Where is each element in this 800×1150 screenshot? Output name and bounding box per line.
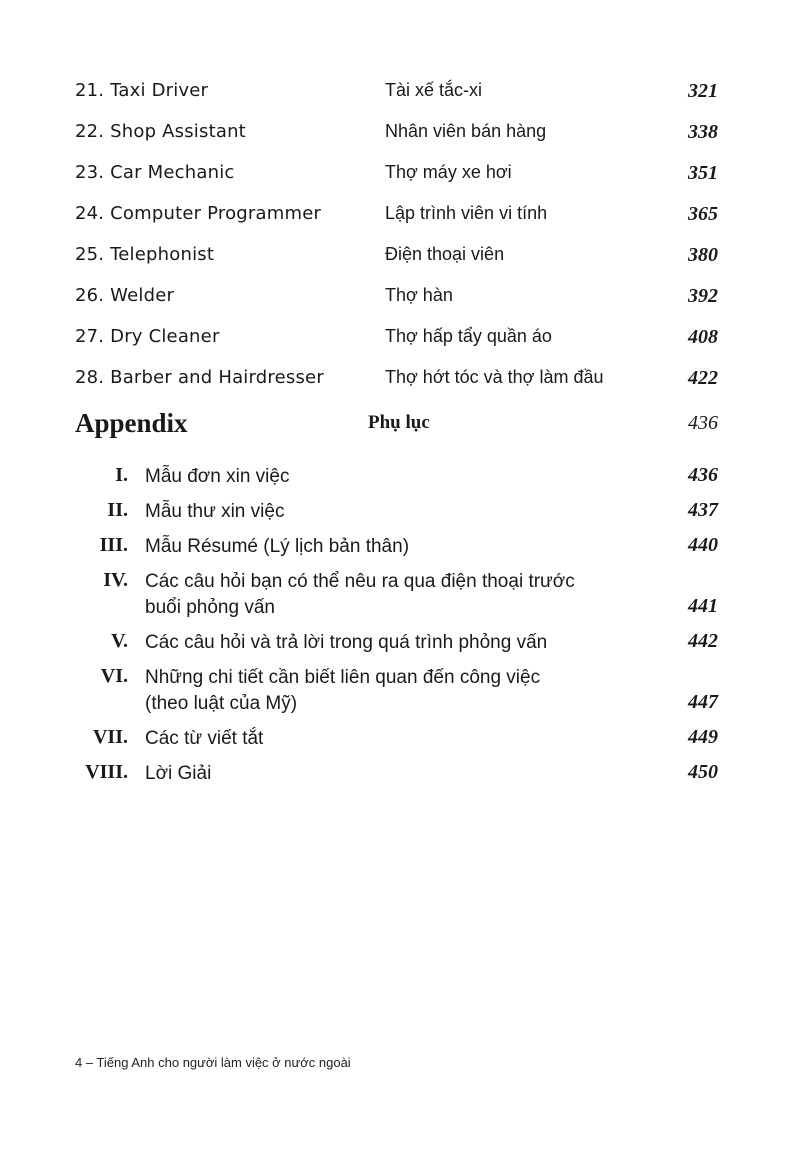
entry-title — [145, 630, 547, 656]
entry-title — [145, 665, 540, 717]
appendix-heading — [0, 408, 800, 436]
entry-title-en: 21. Taxi Driver — [75, 80, 209, 101]
entry-title-en: 25. Telephonist — [75, 244, 215, 265]
toc-entry — [0, 162, 800, 190]
entry-title-vi: Thợ máy xe hơi — [385, 162, 512, 182]
toc-entry — [0, 285, 800, 313]
entry-page: 440 — [688, 534, 718, 556]
entry-line-1: Những chi tiết cần biết liên quan đến công việc — [145, 667, 541, 688]
entry-page: 449 — [688, 726, 718, 748]
toc-entry — [0, 121, 800, 149]
entry-line-1: Các câu hỏi bạn có thể nêu ra qua điện thoại trước — [145, 571, 575, 592]
entry-title-vi: Thợ hàn — [385, 285, 453, 305]
appendix-entry — [0, 665, 800, 714]
entry-page: 422 — [688, 367, 718, 389]
appendix-entry — [0, 464, 800, 492]
entry-page: 365 — [688, 203, 718, 225]
appendix-page: 436 — [688, 412, 718, 434]
appendix-title-vi: Phụ lục — [368, 412, 430, 433]
toc-entry — [0, 244, 800, 272]
appendix-title: Appendix — [75, 408, 188, 438]
entry-numeral: VII. — [92, 726, 128, 748]
entry-page: 351 — [688, 162, 718, 184]
entry-numeral: III. — [99, 534, 128, 556]
entry-title — [145, 569, 575, 621]
appendix-entry — [0, 499, 800, 527]
entry-title-en: 22. Shop Assistant — [75, 121, 246, 142]
entry-title-en: 24. Computer Programmer — [75, 203, 322, 224]
entry-title-vi: Thợ hớt tóc và thợ làm đầu — [385, 367, 604, 387]
entry-title-vi: Tài xế tắc-xi — [385, 80, 483, 100]
entry-title-vi: Điện thoại viên — [385, 244, 505, 264]
entry-page: 436 — [688, 464, 718, 486]
entry-title — [145, 499, 284, 525]
toc-entry — [0, 80, 800, 108]
entry-title-en: 26. Welder — [75, 285, 175, 306]
entry-line-2: (theo luật của Mỹ) — [145, 693, 298, 714]
toc-entry — [0, 367, 800, 395]
entry-page: 338 — [688, 121, 718, 143]
appendix-entry — [0, 534, 800, 562]
entry-title-en: 23. Car Mechanic — [75, 162, 235, 183]
entry-page: 441 — [688, 595, 718, 617]
entry-numeral: VIII. — [85, 761, 128, 783]
entry-title — [145, 761, 211, 787]
entry-line-1: Lời Giải — [145, 763, 212, 784]
entry-title — [145, 534, 409, 560]
entry-page: 437 — [688, 499, 718, 521]
entry-page: 321 — [688, 80, 718, 102]
entry-line-1: Mẫu thư xin việc — [145, 501, 285, 522]
entry-title-vi: Lập trình viên vi tính — [385, 203, 548, 223]
entry-numeral: I. — [115, 464, 128, 486]
entry-title-en: 28. Barber and Hairdresser — [75, 367, 324, 388]
entry-numeral: IV. — [103, 569, 128, 591]
entry-title — [145, 726, 263, 752]
appendix-entry — [0, 630, 800, 658]
entry-line-2: buổi phỏng vấn — [145, 597, 275, 618]
entry-line-1: Các câu hỏi và trả lời trong quá trình phỏng vấn — [145, 632, 548, 653]
entry-numeral: VI. — [100, 665, 128, 687]
entry-title-en: 27. Dry Cleaner — [75, 326, 220, 347]
page-footer: 4 – Tiếng Anh cho người làm việc ở nước ngoài — [75, 1055, 351, 1070]
entry-page: 380 — [688, 244, 718, 266]
appendix-entry — [0, 761, 800, 789]
entry-page: 408 — [688, 326, 718, 348]
toc-entry — [0, 203, 800, 231]
entry-numeral: V. — [111, 630, 128, 652]
entry-line-1: Mẫu Résumé (Lý lịch bản thân) — [145, 536, 410, 557]
entry-title-vi: Thợ hấp tẩy quần áo — [385, 326, 552, 346]
appendix-entry — [0, 569, 800, 618]
entry-page: 447 — [688, 691, 718, 713]
entry-line-1: Các từ viết tắt — [145, 728, 264, 749]
entry-line-1: Mẫu đơn xin việc — [145, 466, 290, 487]
appendix-entry — [0, 726, 800, 754]
entry-page: 392 — [688, 285, 718, 307]
entry-title — [145, 464, 289, 490]
toc-entry — [0, 326, 800, 354]
entry-page: 442 — [688, 630, 718, 652]
entry-title-vi: Nhân viên bán hàng — [385, 121, 547, 141]
entry-page: 450 — [688, 761, 718, 783]
entry-numeral: II. — [107, 499, 128, 521]
